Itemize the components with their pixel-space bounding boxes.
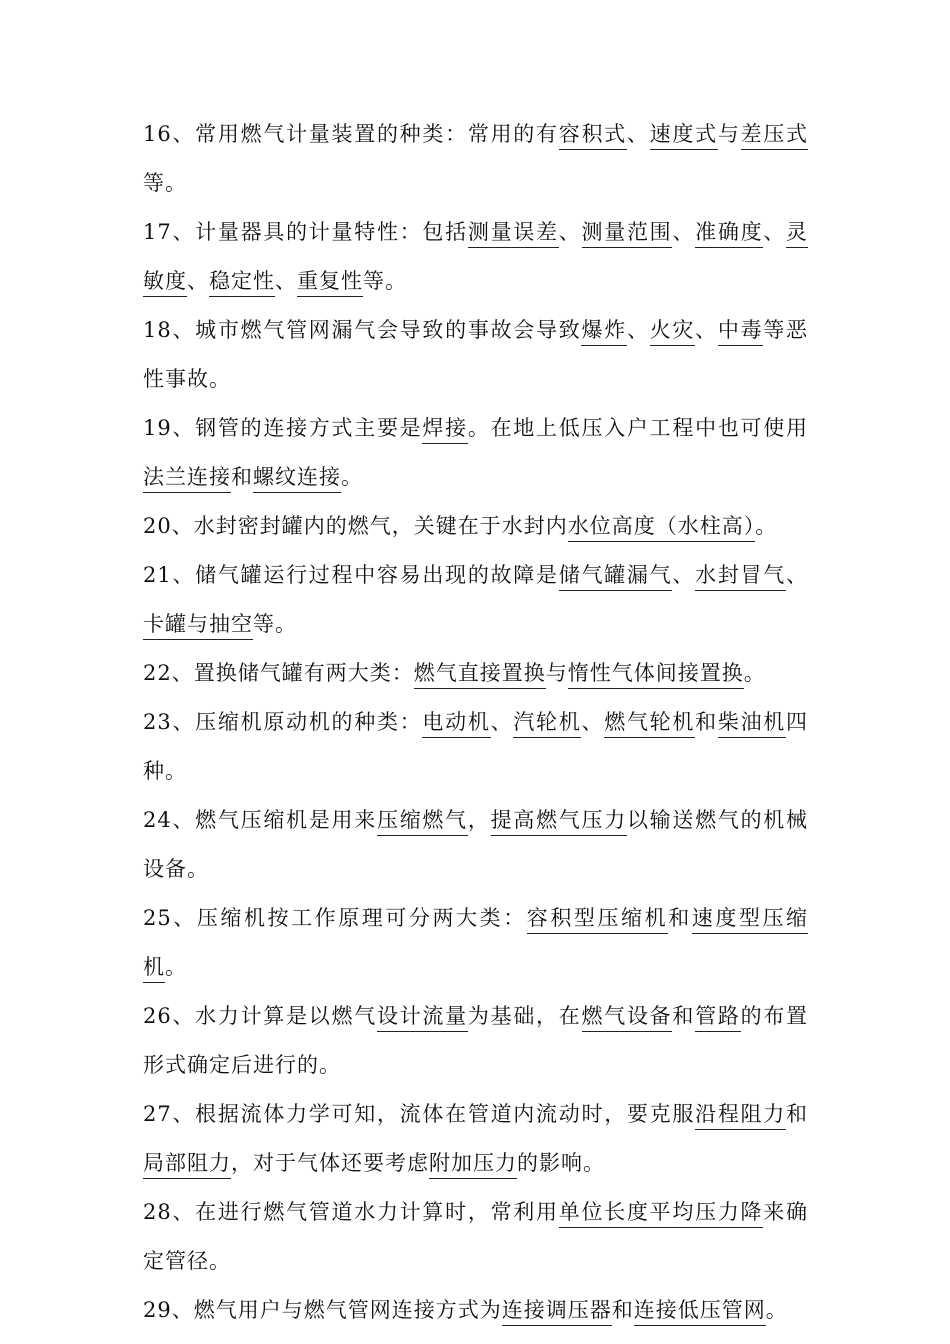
question-text: 。 [341,465,363,489]
answer-blank: 容积型压缩机 [527,906,668,934]
answer-blank: 测量范围 [582,220,673,248]
answer-blank: 局部阻力 [143,1151,231,1179]
question-text: 与 [717,122,741,146]
question-text: 24、燃气压缩机是用来 [143,808,377,832]
item-27 [143,1090,808,1188]
answer-blank: 中毒 [718,318,763,346]
question-text: 、 [626,122,650,146]
answer-blank: 火灾 [650,318,695,346]
question-text: 等。 [363,269,407,293]
question-text: 、 [672,220,696,244]
item-20 [143,502,808,551]
answer-blank: 电动机 [422,710,490,738]
item-19 [143,404,808,502]
question-text: 、 [187,269,209,293]
answer-blank: 惰性气体间接置换 [568,661,744,689]
question-text: ， [467,808,491,832]
question-text: 为基础，在 [467,1004,582,1028]
question-text: 。在地上低压入户工程中也可使用 [467,416,808,440]
item-16 [143,110,808,208]
question-text: 、 [558,220,582,244]
question-text: 的布置形式确定后进行的。 [143,1004,809,1077]
question-text: 25、压缩机按工作原理可分两大类： [143,906,527,930]
question-text: 和 [672,1004,696,1028]
answer-blank: 测量误差 [468,220,559,248]
document-page [143,110,808,1335]
question-text: 和 [668,906,692,930]
answer-blank: 速度型压缩机 [143,906,808,983]
question-text: 29、燃气用户与燃气管网连接方式为 [143,1298,502,1322]
question-text: 、 [695,318,718,342]
item-29 [143,1286,808,1335]
question-text: 等。 [143,171,187,195]
answer-blank: 燃气直接置换 [414,661,546,689]
question-text: 18、城市燃气管网漏气会导致的事故会导致 [143,318,582,342]
item-28 [143,1188,808,1286]
question-text: 和 [786,1102,808,1126]
answer-blank: 卡罐与抽空 [143,612,253,640]
answer-blank: 连接调压器 [502,1298,612,1326]
answer-blank: 差压式 [741,122,808,150]
answer-blank: 重复性 [297,269,363,297]
question-text: 19、钢管的连接方式主要是 [143,416,423,440]
answer-blank: 焊接 [422,416,467,444]
item-25 [143,894,808,992]
answer-blank: 设计流量 [377,1004,468,1032]
question-text: 等。 [253,612,297,636]
answer-blank: 柴油机 [718,710,786,738]
item-26 [143,992,808,1090]
answer-blank: 速度式 [650,122,718,150]
question-text: 和 [611,1298,634,1322]
answer-blank: 压缩燃气 [377,808,468,836]
question-text: 16、常用燃气计量装置的种类：常用的有 [143,122,559,146]
answer-blank: 沿程阻力 [695,1102,786,1130]
question-text: 、 [626,318,650,342]
answer-blank: 管路 [695,1004,740,1032]
answer-blank: 单位长度平均压力降 [559,1200,764,1228]
answer-blank: 汽轮机 [513,710,581,738]
item-22 [143,649,808,698]
question-text: 、 [763,220,787,244]
answer-blank: 螺纹连接 [253,465,341,493]
question-text: 来确定管径。 [143,1200,808,1273]
question-text: 四种。 [143,710,809,783]
question-text: ，对于气体还要考虑 [231,1151,429,1175]
question-text: 。 [743,661,766,685]
answer-blank: 附加压力 [429,1151,517,1179]
question-text: 、 [275,269,297,293]
question-text: 22、置换储气罐有两大类： [143,661,414,685]
question-text: 等恶性事故。 [143,318,809,391]
question-text: 、 [490,710,514,734]
item-21 [143,551,808,649]
question-text: 、 [786,563,809,587]
answer-blank: 提高燃气压力 [491,808,627,836]
item-18 [143,306,808,404]
answer-blank: 容积式 [559,122,627,150]
question-text: 、 [581,710,605,734]
item-17 [143,208,808,306]
question-text: 与 [545,661,568,685]
question-text: 20、水封密封罐内的燃气，关键在于水封内 [143,514,568,538]
answer-blank: 储气罐漏气 [559,563,673,591]
answer-blank: 法兰连接 [143,465,231,493]
answer-blank: 燃气设备 [582,1004,673,1032]
item-23 [143,698,808,796]
question-text: 17、计量器具的计量特性：包括 [143,220,468,244]
question-text: 。 [755,514,778,538]
answer-blank: 连接低压管网 [634,1298,766,1326]
question-text: 的影响。 [517,1151,605,1175]
item-24 [143,796,808,894]
question-text: 27、根据流体力学可知，流体在管道内流动时，要克服 [143,1102,696,1126]
answer-blank: 水封冒气 [695,563,786,591]
answer-blank: 稳定性 [209,269,275,297]
answer-blank: 燃气轮机 [604,710,695,738]
answer-blank: 准确度 [695,220,763,248]
question-text: 以输送燃气的机械设备。 [143,808,809,881]
question-text: 23、压缩机原动机的种类： [143,710,423,734]
answer-blank: 爆炸 [581,318,626,346]
answer-blank: 水位高度（水柱高） [568,514,756,542]
question-text: 21、储气罐运行过程中容易出现的故障是 [143,563,559,587]
question-text: 和 [695,710,718,734]
question-text: 26、水力计算是以燃气 [143,1004,377,1028]
question-text: 28、在进行燃气管道水力计算时，常利用 [143,1200,559,1224]
question-text: 。 [165,955,187,979]
question-text: 、 [672,563,696,587]
question-text: 。 [765,1298,788,1322]
answer-blank: 灵敏度 [143,220,808,297]
question-text: 和 [231,465,253,489]
